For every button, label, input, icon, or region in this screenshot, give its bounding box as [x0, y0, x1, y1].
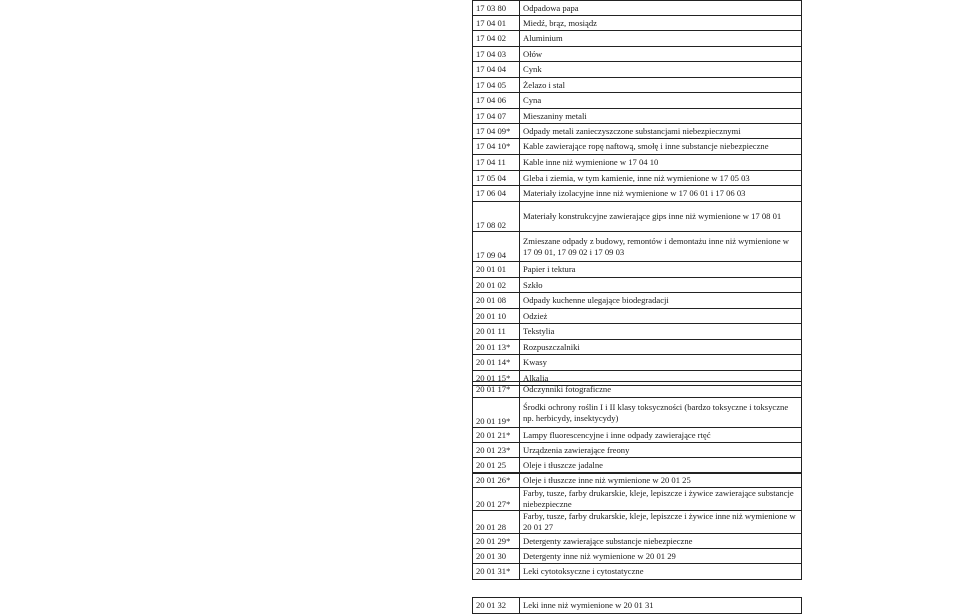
waste-description-cell: Kable inne niż wymienione w 17 04 10: [520, 155, 802, 171]
waste-code-cell: 20 01 10: [473, 309, 520, 324]
table-row: [473, 340, 802, 355]
table-row: [473, 139, 802, 155]
table-row: [473, 564, 802, 580]
waste-code-cell: 17 09 04: [473, 232, 520, 262]
table-row: [473, 155, 802, 171]
waste-description-cell: Alkalia: [520, 371, 802, 386]
waste-code-cell: 17 04 03: [473, 47, 520, 62]
table-row: [473, 355, 802, 371]
waste-description-cell: Rozpuszczalniki: [520, 340, 802, 355]
waste-description-cell: Żelazo i stal: [520, 78, 802, 93]
table-row: [473, 324, 802, 340]
waste-code-cell: 17 04 07: [473, 109, 520, 124]
table-row: [473, 473, 802, 488]
waste-description-cell: Materiały konstrukcyjne zawierające gips inne niż wymienione w 17 08 01: [520, 202, 802, 232]
waste-code-cell: 17 04 09*: [473, 124, 520, 139]
waste-description-cell: Oleje i tłuszcze jadalne: [520, 458, 802, 474]
table-row: [473, 309, 802, 324]
waste-code-cell: 20 01 19*: [473, 398, 520, 428]
table-row: [473, 278, 802, 293]
waste-code-cell: 17 04 06: [473, 93, 520, 109]
waste-codes-table: [472, 597, 802, 614]
waste-codes-table: [472, 0, 802, 386]
table-row: [473, 511, 802, 534]
table-row: [473, 62, 802, 78]
waste-description-cell: Lampy fluorescencyjne i inne odpady zawierające rtęć: [520, 428, 802, 443]
waste-code-cell: 20 01 25: [473, 458, 520, 474]
waste-code-cell: 17 04 05: [473, 78, 520, 93]
table-row: [473, 202, 802, 232]
waste-code-cell: 20 01 15*: [473, 371, 520, 386]
waste-code-cell: 20 01 08: [473, 293, 520, 309]
waste-code-cell: 17 04 10*: [473, 139, 520, 155]
table-row: [473, 1, 802, 16]
table-body: [473, 382, 802, 474]
waste-description-cell: Odpady kuchenne ulegające biodegradacji: [520, 293, 802, 309]
table-row: [473, 598, 802, 614]
waste-description-cell: Materiały izolacyjne inne niż wymienione w 17 06 01 i 17 06 03: [520, 186, 802, 202]
waste-description-cell: Leki inne niż wymienione w 20 01 31: [520, 598, 802, 614]
waste-code-cell: 17 05 04: [473, 171, 520, 186]
waste-description-cell: Środki ochrony roślin I i II klasy toksyczności (bardzo toksyczne i toksyczne np. herbicydy, insektycydy): [520, 398, 802, 428]
waste-description-cell: Kwasy: [520, 355, 802, 371]
waste-description-cell: Ołów: [520, 47, 802, 62]
waste-description-cell: Odpady metali zanieczyszczone substancjami niebezpiecznymi: [520, 124, 802, 139]
table-row: [473, 31, 802, 47]
table-row: [473, 398, 802, 428]
waste-code-cell: 20 01 17*: [473, 382, 520, 398]
waste-code-cell: 20 01 13*: [473, 340, 520, 355]
table-row: [473, 16, 802, 31]
waste-description-cell: Zmieszane odpady z budowy, remontów i demontażu inne niż wymienione w 17 09 01, 17 09 02 i 17 09 03: [520, 232, 802, 262]
table-row: [473, 232, 802, 262]
waste-code-cell: 20 01 21*: [473, 428, 520, 443]
table-body: [473, 473, 802, 580]
waste-code-cell: 17 08 02: [473, 202, 520, 232]
table-row: [473, 382, 802, 398]
waste-code-cell: 20 01 23*: [473, 443, 520, 458]
waste-description-cell: Papier i tektura: [520, 262, 802, 278]
waste-code-cell: 20 01 27*: [473, 488, 520, 511]
table-row: [473, 428, 802, 443]
waste-code-cell: 17 04 11: [473, 155, 520, 171]
waste-code-cell: 17 06 04: [473, 186, 520, 202]
waste-description-cell: Cynk: [520, 62, 802, 78]
waste-code-cell: 20 01 02: [473, 278, 520, 293]
waste-description-cell: Odczynniki fotograficzne: [520, 382, 802, 398]
waste-code-cell: 20 01 14*: [473, 355, 520, 371]
waste-code-cell: 20 01 11: [473, 324, 520, 340]
table-row: [473, 78, 802, 93]
waste-code-cell: 17 04 04: [473, 62, 520, 78]
waste-description-cell: Farby, tusze, farby drukarskie, kleje, lepiszcze i żywice zawierające substancje niebezpieczne: [520, 488, 802, 511]
table-row: [473, 488, 802, 511]
waste-description-cell: Farby, tusze, farby drukarskie, kleje, lepiszcze i żywice inne niż wymienione w 20 01 27: [520, 511, 802, 534]
waste-description-cell: Leki cytotoksyczne i cytostatyczne: [520, 564, 802, 580]
waste-codes-table: [472, 472, 802, 580]
waste-code-cell: 20 01 30: [473, 549, 520, 564]
waste-description-cell: Aluminium: [520, 31, 802, 47]
waste-code-cell: 20 01 31*: [473, 564, 520, 580]
waste-description-cell: Urządzenia zawierające freony: [520, 443, 802, 458]
table-row: [473, 534, 802, 549]
table-row: [473, 262, 802, 278]
waste-description-cell: Detergenty zawierające substancje niebezpieczne: [520, 534, 802, 549]
waste-code-cell: 17 04 01: [473, 16, 520, 31]
waste-description-cell: Cyna: [520, 93, 802, 109]
waste-codes-table: [472, 381, 802, 474]
table-body: [473, 598, 802, 614]
waste-code-cell: 20 01 26*: [473, 473, 520, 488]
table-row: [473, 443, 802, 458]
waste-description-cell: Odpadowa papa: [520, 1, 802, 16]
waste-description-cell: Oleje i tłuszcze inne niż wymienione w 20 01 25: [520, 473, 802, 488]
waste-code-cell: 20 01 01: [473, 262, 520, 278]
table-row: [473, 109, 802, 124]
waste-description-cell: Gleba i ziemia, w tym kamienie, inne niż wymienione w 17 05 03: [520, 171, 802, 186]
waste-description-cell: Kable zawierające ropę naftową, smołę i inne substancje niebezpieczne: [520, 139, 802, 155]
table-row: [473, 549, 802, 564]
waste-code-cell: 17 03 80: [473, 1, 520, 16]
waste-description-cell: Tekstylia: [520, 324, 802, 340]
table-row: [473, 171, 802, 186]
waste-description-cell: Odzież: [520, 309, 802, 324]
table-row: [473, 293, 802, 309]
waste-code-cell: 20 01 32: [473, 598, 520, 614]
table-row: [473, 93, 802, 109]
waste-code-cell: 20 01 29*: [473, 534, 520, 549]
table-body: [473, 1, 802, 386]
table-row: [473, 124, 802, 139]
waste-description-cell: Szkło: [520, 278, 802, 293]
waste-code-cell: 17 04 02: [473, 31, 520, 47]
waste-description-cell: Miedź, brąz, mosiądz: [520, 16, 802, 31]
waste-code-cell: 20 01 28: [473, 511, 520, 534]
table-row: [473, 47, 802, 62]
waste-description-cell: Mieszaniny metali: [520, 109, 802, 124]
table-row: [473, 186, 802, 202]
waste-description-cell: Detergenty inne niż wymienione w 20 01 29: [520, 549, 802, 564]
